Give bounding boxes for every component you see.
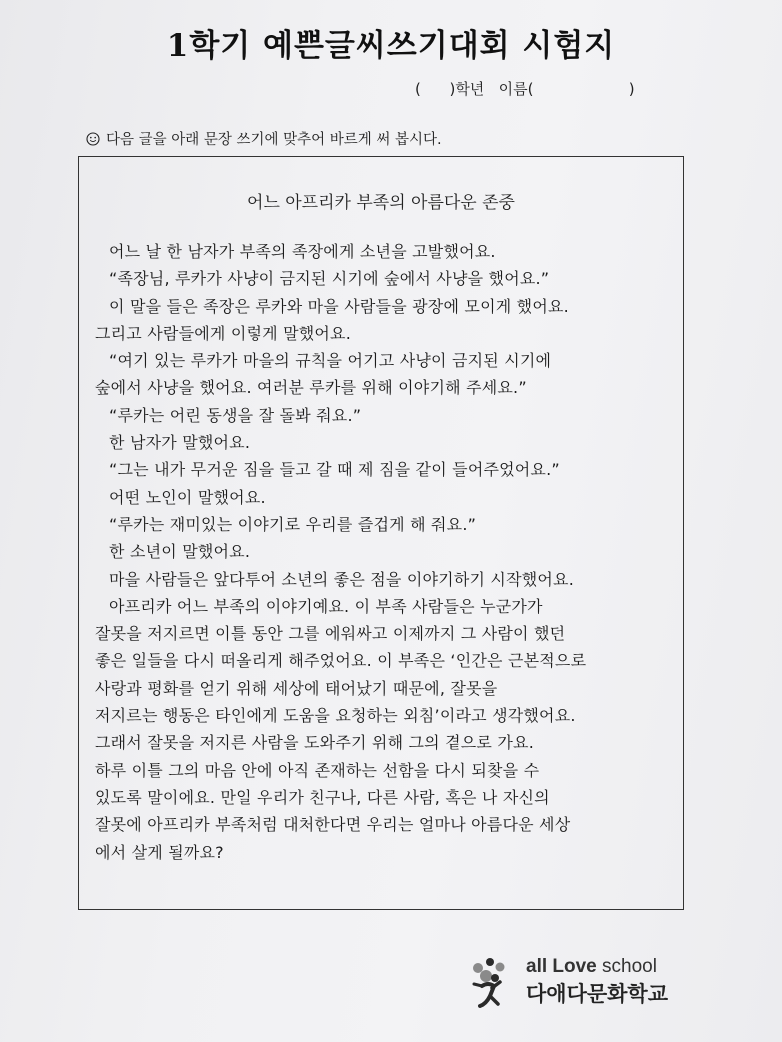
story-line: 아프리카 어느 부족의 이야기예요. 이 부족 사람들은 누군가가	[109, 596, 543, 616]
story-line: 어느 날 한 남자가 부족의 족장에게 소년을 고발했어요.	[109, 242, 496, 261]
story-line: 이 말을 들은 족장은 루카와 마을 사람들을 광장에 모이게 했어요.	[109, 296, 569, 316]
story-line: 그리고 사람들에게 이렇게 말했어요.	[95, 323, 351, 343]
instruction-text: 다음 글을 아래 문장 쓰기에 맞추어 바르게 써 봅시다.	[106, 132, 442, 148]
story-line: 좋은 일들을 다시 떠올리게 해주었어요. 이 부족은 ‘인간은 근본적으로	[95, 651, 587, 671]
story-line: “족장님, 루카가 사냥이 금지된 시기에 숲에서 사냥을 했어요.”	[109, 269, 550, 289]
story-title: 어느 아프리카 부족의 아름다운 존중	[247, 193, 515, 213]
page-title: 1학기 예쁜글씨쓰기대회 시험지	[166, 28, 616, 64]
school-logo	[468, 954, 668, 1010]
story-line: 잘못을 저지르면 이틀 동안 그를 에워싸고 이제까지 그 사람이 했던	[95, 624, 566, 644]
story-line: 어떤 노인이 말했어요.	[109, 487, 266, 507]
story-line: 숲에서 사냥을 했어요. 여러분 루카를 위해 이야기해 주세요.”	[95, 378, 527, 398]
story-line: 한 남자가 말했어요.	[109, 433, 251, 453]
story-line: 에서 살게 될까요?	[95, 842, 224, 862]
logo-english	[526, 956, 657, 978]
logo-english-bold: all Love	[526, 956, 597, 977]
people-logo-icon	[468, 956, 522, 1010]
story-line: 그래서 잘못을 저지른 사람을 도와주기 위해 그의 곁으로 가요.	[95, 733, 534, 753]
smiley-icon	[86, 132, 100, 146]
story-line: 마을 사람들은 앞다투어 소년의 좋은 점을 이야기하기 시작했어요.	[109, 569, 575, 589]
story-line: 사랑과 평화를 얻기 위해 세상에 태어났기 때문에, 잘못을	[95, 678, 498, 698]
story-line: “그는 내가 무거운 짐을 들고 갈 때 제 짐을 같이 들어주었어요.”	[109, 460, 560, 480]
story-line: “루카는 어린 동생을 잘 돌봐 줘요.”	[109, 405, 362, 425]
logo-english-light: school	[602, 956, 657, 977]
story-line: “루카는 재미있는 이야기로 우리를 즐겁게 해 줘요.”	[109, 514, 477, 534]
story-line: 하루 이틀 그의 마음 안에 아직 존재하는 선함을 다시 되찾을 수	[95, 760, 540, 780]
story-line: 저지르는 행동은 타인에게 도움을 요청하는 외침’이라고 생각했어요.	[95, 706, 576, 726]
logo-korean: 다애다문화학교	[526, 982, 669, 1006]
story-line: “여기 있는 루카가 마을의 규칙을 어기고 사냥이 금지된 시기에	[109, 351, 552, 371]
instruction	[86, 128, 726, 149]
story-line: 잘못에 아프리카 부족처럼 대처한다면 우리는 얼마나 아름다운 세상	[95, 815, 571, 835]
story-text	[95, 238, 665, 866]
story-line: 한 소년이 말했어요.	[109, 542, 251, 562]
grade-name-field: ( )학년 이름( )	[415, 80, 635, 98]
story-line: 있도록 말이에요. 만일 우리가 친구나, 다른 사람, 혹은 나 자신의	[95, 787, 550, 807]
